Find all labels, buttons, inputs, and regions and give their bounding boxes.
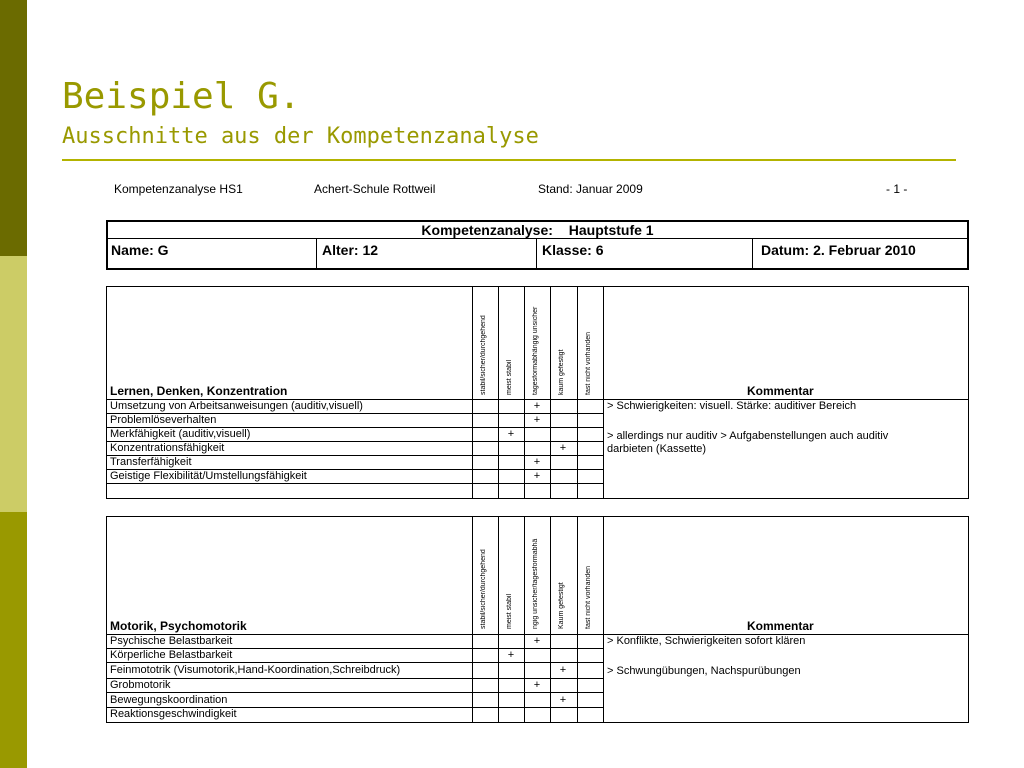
row-line xyxy=(107,483,603,484)
competence-label: Psychische Belastbarkeit xyxy=(110,635,233,647)
competence-label: Bewegungskoordination xyxy=(110,694,228,706)
row-line xyxy=(107,662,603,663)
student-age: Alter: 12 xyxy=(322,242,379,258)
column-line xyxy=(524,287,525,498)
sidebar-segment-middle xyxy=(0,256,27,512)
row-line xyxy=(107,678,603,679)
competence-label: Reaktionsgeschwindigkeit xyxy=(110,708,237,720)
competence-table-learning xyxy=(106,286,969,499)
doc-date: Stand: Januar 2009 xyxy=(538,182,643,196)
doc-school: Achert-Schule Rottweil xyxy=(314,182,436,196)
competence-label: Problemlöseverhalten xyxy=(110,414,217,426)
column-header: fast nicht vorhanden xyxy=(585,565,592,629)
competence-label: Feinmototrik (Visumotorik,Hand-Koordination,Schreibdruck) xyxy=(110,664,401,676)
column-line xyxy=(577,287,578,498)
column-line xyxy=(603,517,604,722)
comment-text: > Schwungübungen, Nachspurübungen xyxy=(607,665,801,677)
column-header: stabil/sicher/durchgehend xyxy=(480,315,487,395)
rating-mark: + xyxy=(533,456,541,468)
student-class: Klasse: 6 xyxy=(542,242,604,258)
doc-name: Kompetenzanalyse HS1 xyxy=(114,182,243,196)
header-table xyxy=(106,220,969,270)
column-header: fast nicht vorhanden xyxy=(585,331,592,395)
rating-mark: + xyxy=(507,428,515,440)
competence-label: Körperliche Belastbarkeit xyxy=(110,649,233,661)
column-header: ngig unsicher/tagesformabhä xyxy=(532,538,539,629)
column-line xyxy=(472,287,473,498)
report-date: Datum: 2. Februar 2010 xyxy=(761,242,916,258)
competence-label: Konzentrationsfähigkeit xyxy=(110,442,225,454)
competence-label: Umsetzung von Arbeitsanweisungen (auditiv,visuell) xyxy=(110,400,363,412)
row-line xyxy=(107,692,603,693)
rating-mark: + xyxy=(533,635,541,647)
rating-mark: + xyxy=(533,470,541,482)
comment-header: Kommentar xyxy=(747,619,814,633)
column-header: tagesformabhängig unsicher xyxy=(532,306,539,395)
slide-subtitle: Ausschnitte aus der Kompetenzanalyse xyxy=(62,124,539,149)
rating-mark: + xyxy=(507,649,515,661)
rating-mark: + xyxy=(559,664,567,676)
rating-mark: + xyxy=(533,400,541,412)
competence-label: Merkfähigkeit (auditiv,visuell) xyxy=(110,428,251,440)
column-header: meist stabil xyxy=(506,359,513,395)
column-line xyxy=(498,287,499,498)
header-title-right: Hauptstufe 1 xyxy=(568,222,654,238)
sidebar-segment-bottom xyxy=(0,512,27,768)
header-divider xyxy=(752,239,753,268)
competence-label: Transferfähigkeit xyxy=(110,456,192,468)
column-header: meist stabil xyxy=(506,593,513,629)
comment-text: > allerdings nur auditiv > Aufgabenstellungen auch auditiv xyxy=(607,430,889,442)
sidebar-segment-top xyxy=(0,0,27,256)
rating-mark: + xyxy=(533,414,541,426)
comment-header: Kommentar xyxy=(747,384,814,398)
comment-text: > Konflikte, Schwierigkeiten sofort klären xyxy=(607,635,806,647)
slide-title: Beispiel G. xyxy=(62,76,301,117)
rating-mark: + xyxy=(559,694,567,706)
column-header: Kaum gefestigt xyxy=(558,582,565,629)
rating-mark: + xyxy=(533,679,541,691)
comment-text: darbieten (Kassette) xyxy=(607,443,707,455)
column-line xyxy=(603,287,604,498)
header-divider xyxy=(316,239,317,268)
column-header: kaum gefestigt xyxy=(558,349,565,395)
student-name: Name: G xyxy=(111,242,169,258)
comment-text: > Schwierigkeiten: visuell. Stärke: auditiver Bereich xyxy=(607,400,857,412)
column-header: stabil/sicher/durchgehend xyxy=(480,549,487,629)
competence-label: Geistige Flexibilität/Umstellungsfähigkeit xyxy=(110,470,307,482)
competence-table-motor xyxy=(106,516,969,723)
section-title: Lernen, Denken, Konzentration xyxy=(110,384,288,398)
header-divider xyxy=(536,239,537,268)
competence-label: Grobmotorik xyxy=(110,679,171,691)
header-table-title xyxy=(108,222,967,239)
section-title: Motorik, Psychomotorik xyxy=(110,619,247,633)
slide-sidebar xyxy=(0,0,27,768)
header-title-left: Kompetenzanalyse: xyxy=(421,222,553,238)
title-divider xyxy=(62,159,956,161)
column-line xyxy=(550,287,551,498)
doc-page: - 1 - xyxy=(886,182,908,196)
rating-mark: + xyxy=(559,442,567,454)
